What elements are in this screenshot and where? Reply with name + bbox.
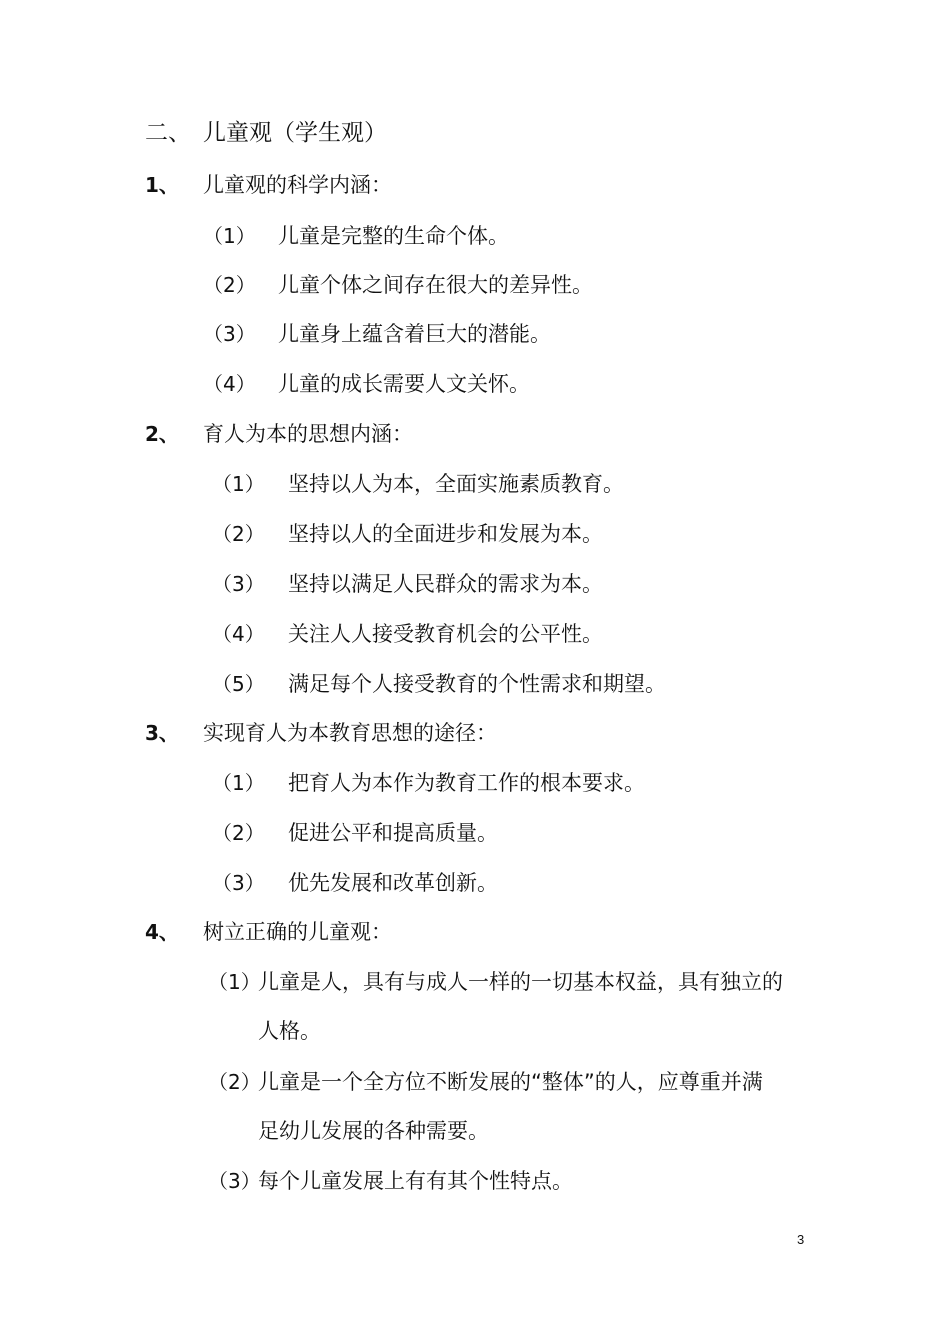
section-1-item-3-number: （3） (203, 322, 256, 346)
section-2-item-2-number: （2） (212, 522, 265, 546)
section-3-item-2-text: 促进公平和提高质量。 (288, 821, 498, 845)
section-3-item-3-text: 优先发展和改革创新。 (288, 871, 498, 895)
heading-title: 儿童观（学生观） (203, 120, 387, 146)
section-2-item-3-number: （3） (212, 572, 265, 596)
section-4-item-1-line-2: 人格。 (258, 1019, 321, 1043)
heading-number: 二、 (145, 120, 191, 146)
section-2-item-5-number: （5） (212, 672, 265, 696)
section-1-item-2-text: 儿童个体之间存在很大的差异性。 (278, 273, 593, 297)
section-4-item-2-line-1: 儿童是一个全方位不断发展的“整体”的人，应尊重并满 (258, 1070, 763, 1094)
section-4-title: 树立正确的儿童观： (203, 920, 392, 944)
section-1-item-1-text: 儿童是完整的生命个体。 (278, 224, 509, 248)
section-2-item-1-text: 坚持以人为本，全面实施素质教育。 (288, 472, 624, 496)
section-2-item-2-text: 坚持以人的全面进步和发展为本。 (288, 522, 603, 546)
section-3-item-2-number: （2） (212, 821, 265, 845)
section-3-number: 3、 (145, 721, 179, 745)
section-2-item-4-text: 关注人人接受教育机会的公平性。 (288, 622, 603, 646)
page-number: 3 (797, 1232, 805, 1247)
section-1-item-3-text: 儿童身上蕴含着巨大的潜能。 (278, 322, 551, 346)
section-2-item-4-number: （4） (212, 622, 265, 646)
section-2-title: 育人为本的思想内涵： (203, 422, 413, 446)
section-1-item-4-number: （4） (203, 372, 256, 396)
section-3-title: 实现育人为本教育思想的途径： (203, 721, 497, 745)
section-4-item-1-number: （1） (208, 970, 261, 994)
section-1-title: 儿童观的科学内涵： (203, 173, 392, 197)
section-2-item-5-text: 满足每个人接受教育的个性需求和期望。 (288, 672, 666, 696)
section-2-number: 2、 (145, 422, 179, 446)
section-2-item-1-number: （1） (212, 472, 265, 496)
section-4-item-2-number: （2） (208, 1070, 261, 1094)
section-2-item-3-text: 坚持以满足人民群众的需求为本。 (288, 572, 603, 596)
section-3-item-1-text: 把育人为本作为教育工作的根本要求。 (288, 771, 645, 795)
section-4-item-3-number: （3） (208, 1169, 261, 1193)
section-1-number: 1、 (145, 173, 179, 197)
section-3-item-3-number: （3） (212, 871, 265, 895)
section-1-item-4-text: 儿童的成长需要人文关怀。 (278, 372, 530, 396)
section-1-item-1-number: （1） (203, 224, 256, 248)
section-4-number: 4、 (145, 920, 179, 944)
section-3-item-1-number: （1） (212, 771, 265, 795)
section-4-item-3-line-1: 每个儿童发展上有有其个性特点。 (258, 1169, 573, 1193)
section-4-item-2-line-2: 足幼儿发展的各种需要。 (258, 1119, 489, 1143)
section-4-item-1-line-1: 儿童是人，具有与成人一样的一切基本权益，具有独立的 (258, 970, 783, 994)
section-1-item-2-number: （2） (203, 273, 256, 297)
